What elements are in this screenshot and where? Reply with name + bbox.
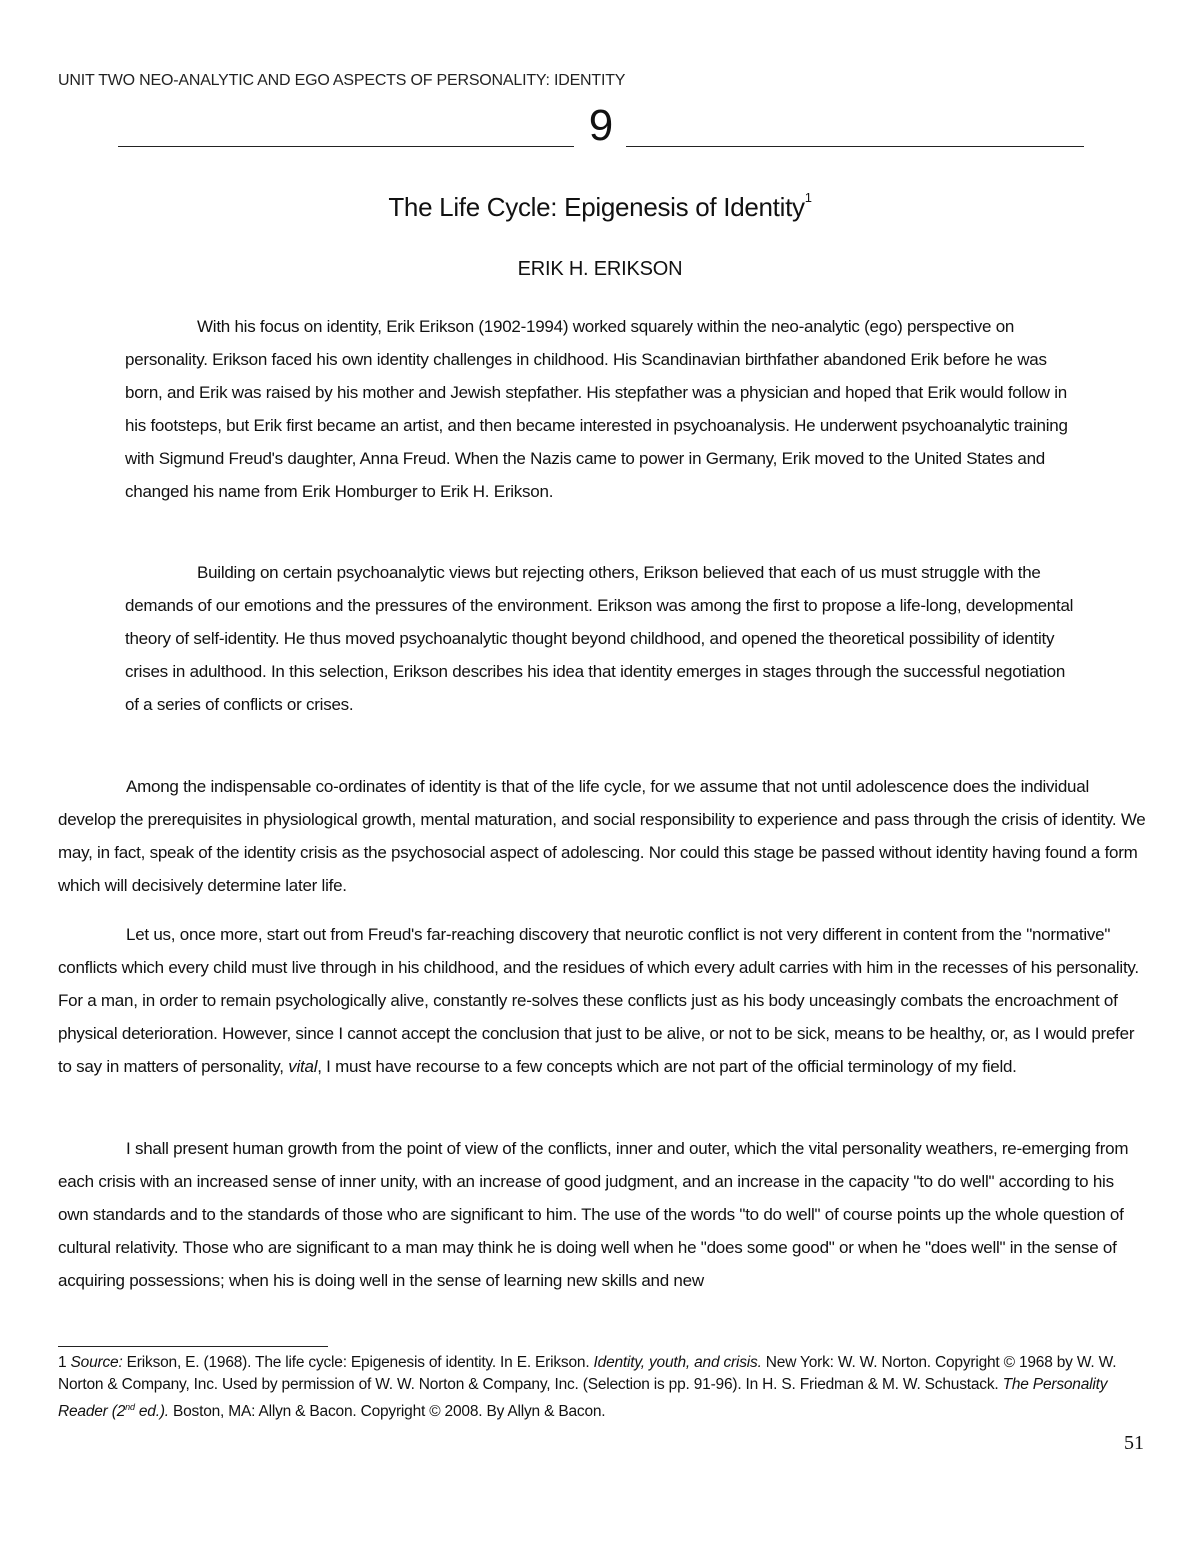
title-footnote-marker: 1 <box>804 190 812 206</box>
author-name: ERIK H. ERIKSON <box>517 258 683 280</box>
body-text: , I must have recourse to a few concepts which are not part of the official terminology of my field. <box>317 1057 1017 1076</box>
chapter-number: 9 <box>588 101 614 150</box>
page-number: 51 <box>1124 1432 1144 1454</box>
chapter-title-text: The Life Cycle: Epigenesis of Identity <box>388 192 805 222</box>
footnote-edition-superscript: nd <box>125 1402 135 1412</box>
body-italic-text: vital <box>288 1057 318 1076</box>
intro-paragraph: Building on certain psychoanalytic views but rejecting others, Erikson believed that each of us must struggle with the demands of our emotions and the pressures of the environment. Erikson was among the first to propose a life-long, developmental theory of self-identity. He thus moved psychoanalytic thought beyond childhood, and opened the theoretical possibility of identity crises in adulthood. In this selection, Erikson describes his idea that identity emerges in stages through the successful negotiation of a series of conflicts or crises. <box>125 563 1074 714</box>
body-paragraph: Among the indispensable co-ordinates of identity is that of the life cycle, for we assume that not until adolescence does the individual develop the prerequisites in physiological growth, mental maturation, and social responsibility to experience and pass through the crisis of identity. We may, in fact, speak of the identity crisis as the psychosocial aspect of adolescing. Nor could this stage be passed without identity having found a form which will decisively determine later life. <box>58 777 1146 895</box>
footnote-text: Boston, MA: Allyn & Bacon. Copyright © 2008. By Allyn & Bacon. <box>168 1403 606 1421</box>
rule-line-right <box>626 146 1084 147</box>
footnote-text: Erikson, E. (1968). The life cycle: Epigenesis of identity. In E. Erikson. <box>122 1354 594 1371</box>
body-paragraph <box>58 918 1146 1083</box>
footnote-text: New York: W. W. Norton. Copyright © 1968 by W. W. Norton & Company, Inc. Used by permission of W. W. Norton & Company, Inc. (Selection is pp. 91-96). In H. S. Friedman & M. W. Schustack. <box>58 1354 1117 1393</box>
chapter-heading-rule <box>118 100 1084 156</box>
footnote-separator <box>58 1346 328 1347</box>
unit-header: UNIT TWO NEO-ANALYTIC AND EGO ASPECTS OF PERSONALITY: IDENTITY <box>58 72 626 89</box>
rule-line-left <box>118 146 574 147</box>
body-text: Let us, once more, start out from Freud's far-reaching discovery that neurotic conflict is not very different in content from the "normative" conflicts which every child must live through in his childhood, and the residues of which every adult carries with him in the recesses of his personality. For a man, in order to remain psychologically alive, constantly re-solves these conflicts just as his body unceasingly combats the encroachment of physical deterioration. However, since I cannot accept the conclusion that just to be alive, or not to be sick, means to be healthy, or, as I would prefer to say in matters of personality, <box>58 925 1139 1076</box>
body-paragraph: I shall present human growth from the point of view of the conflicts, inner and outer, which the vital personality weathers, re-emerging from each crisis with an increased sense of inner unity, with an increase of good judgment, and an increase in the capacity "to do well" according to his own standards and to the standards of those who are significant to him. The use of the words "to do well" of course points up the whole question of cultural relativity. Those who are significant to a man may think he is doing well when he "does some good" or when he "does well" in the sense of acquiring possessions; when his is doing well in the sense of learning new skills and new <box>58 1139 1129 1290</box>
footnote-book-title-part: ed.). <box>134 1403 169 1421</box>
chapter-title <box>0 192 1200 223</box>
footnote-source-label: Source: <box>70 1354 123 1371</box>
footnote-book-title-part: The Personality Reader (2 <box>58 1376 1108 1421</box>
footnote-book-title: Identity, youth, and crisis. <box>593 1354 762 1371</box>
footnote-number: 1 <box>58 1354 71 1371</box>
footnote <box>58 1352 1146 1423</box>
intro-paragraph: With his focus on identity, Erik Erikson (1902-1994) worked squarely within the neo-analytic (ego) perspective on personality. Erikson faced his own identity challenges in childhood. His Scandinavian birthfather abandoned Erik before he was born, and Erik was raised by his mother and Jewish stepfather. His stepfather was a physician and hoped that Erik would follow in his footsteps, but Erik first became an artist, and then became interested in psychoanalysis. He underwent psychoanalytic training with Sigmund Freud's daughter, Anna Freud. When the Nazis came to power in Germany, Erik moved to the United States and changed his name from Erik Homburger to Erik H. Erikson. <box>125 317 1068 501</box>
